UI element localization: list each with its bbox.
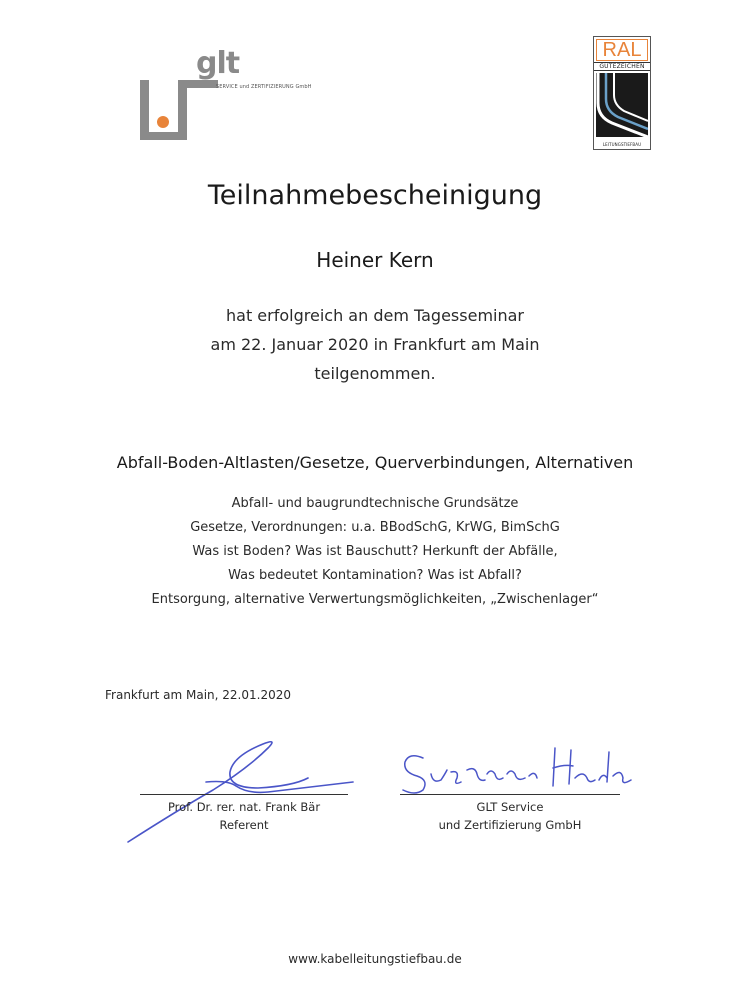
ral-caption: GÜTEZEICHEN (594, 62, 650, 71)
referent-role: Referent (219, 818, 269, 832)
statement-line: hat erfolgreich an dem Tagesseminar (226, 306, 524, 325)
ral-footer: LEITUNGSTIEFBAU (602, 142, 642, 147)
topic-line: Was bedeutet Kontamination? Was ist Abfall? (228, 568, 522, 583)
signature-line-right (400, 794, 620, 795)
topic-line: Was ist Boden? Was ist Bauschutt? Herkunft der Abfälle, (192, 544, 558, 559)
signature-line-left (140, 794, 348, 795)
topic-line: Gesetze, Verordnungen: u.a. BBodSchG, KrWG, BimSchG (190, 520, 560, 535)
ral-seal (593, 36, 651, 150)
seminar-title: Abfall-Boden-Altlasten/Gesetze, Querverbindungen, Alternativen (116, 453, 634, 472)
topic-line: Abfall- und baugrundtechnische Grundsätze (231, 496, 519, 511)
organization-name: GLT Service (476, 800, 544, 814)
statement-line: teilgenommen. (314, 364, 436, 383)
ral-graphic (596, 73, 648, 137)
glt-tagline: SERVICE und ZERTIFIZIERUNG GmbH (216, 84, 312, 90)
footer-website: www.kabelleitungstiefbau.de (288, 952, 462, 966)
glt-wordmark: glt (196, 46, 240, 81)
topic-line: Entsorgung, alternative Verwertungsmöglichkeiten, „Zwischenlager“ (151, 592, 599, 607)
organization-name-continued: und Zertifizierung GmbH (438, 818, 582, 832)
certificate-title: Teilnahmebescheinigung (207, 180, 543, 211)
participant-name: Heiner Kern (316, 248, 434, 272)
place-date: Frankfurt am Main, 22.01.2020 (105, 688, 291, 702)
right-signature (395, 740, 635, 800)
statement-line: am 22. Januar 2020 in Frankfurt am Main (210, 335, 540, 354)
referent-name: Prof. Dr. rer. nat. Frank Bär (167, 800, 321, 814)
ral-brand: RAL (596, 39, 648, 61)
left-signature (118, 730, 358, 850)
